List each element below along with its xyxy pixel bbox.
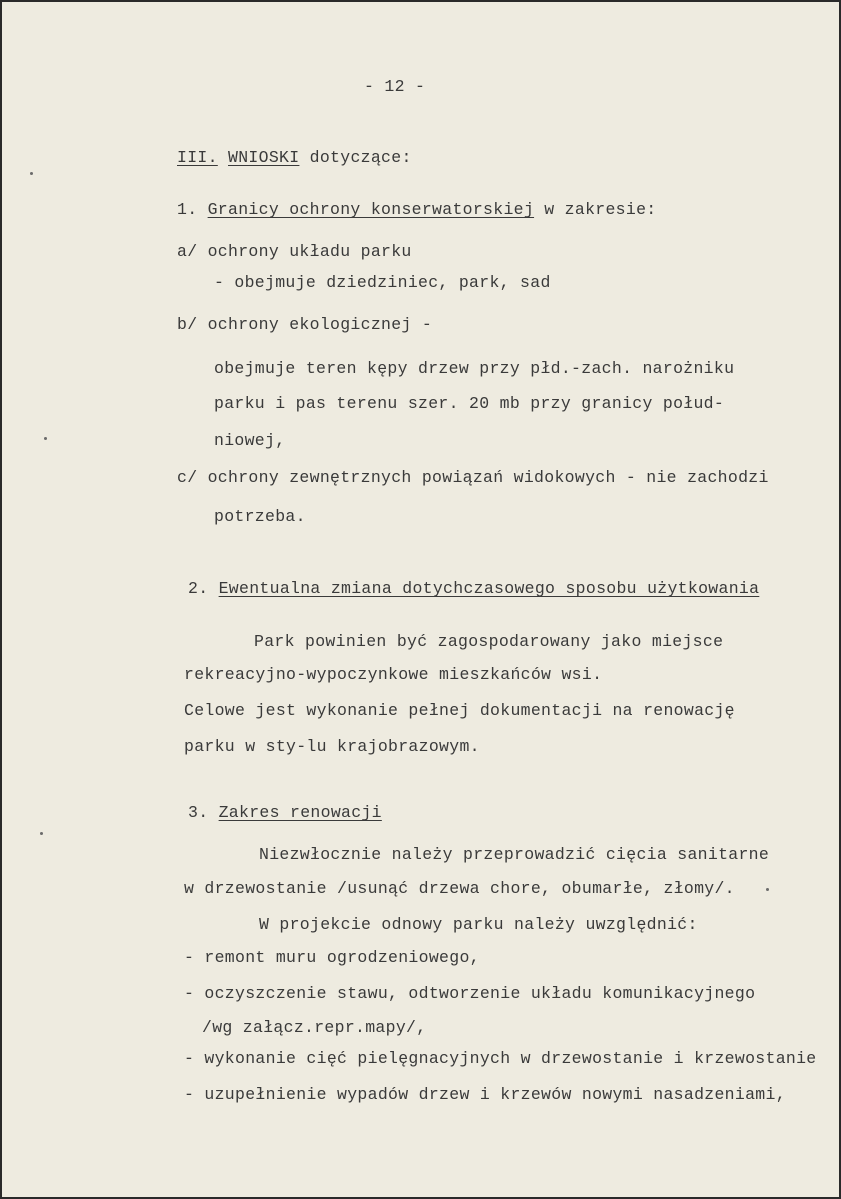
paper-speck [766, 888, 769, 891]
section3-title: Zakres renowacji [218, 803, 382, 822]
section3-line: W projekcie odnowy parku należy uwzględnić: [259, 915, 698, 934]
section1-item-a: a/ ochrony układu parku [177, 242, 412, 261]
section1-item-b-line: obejmuje teren kępy drzew przy płd.-zach. narożniku [214, 359, 735, 378]
section3-line: - remont muru ogrodzeniowego, [184, 948, 480, 967]
section3-line: - uzupełnienie wypadów drzew i krzewów nowymi nasadzeniami, [184, 1085, 786, 1104]
heading-rest: dotyczące: [309, 148, 412, 167]
section3-line: Niezwłocznie należy przeprowadzić cięcia sanitarne [259, 845, 770, 864]
section1-item-b: b/ ochrony ekologicznej - [177, 315, 433, 334]
section1-item-c-line: c/ ochrony zewnętrznych powiązań widokowych - nie zachodzi [177, 468, 769, 487]
heading-title: WNIOSKI [228, 148, 300, 167]
paper-speck [40, 832, 43, 835]
section3-line: /wg załącz.repr.mapy/, [202, 1018, 427, 1037]
section2-heading [188, 579, 759, 599]
section2-line: Celowe jest wykonanie pełnej dokumentacji na renowację [184, 701, 735, 720]
section-heading [177, 148, 412, 168]
section1-heading [177, 200, 656, 220]
paper-speck [44, 437, 47, 440]
section3-line: - oczyszczenie stawu, odtworzenie układu komunikacyjnego [184, 984, 756, 1003]
section1-number: 1. [177, 200, 198, 219]
section1-item-b-line: niowej, [214, 431, 286, 450]
section1-item-c-line: potrzeba. [214, 507, 306, 526]
section2-line: Park powinien być zagospodarowany jako miejsce [254, 632, 724, 651]
section1-item-b-line: parku i pas terenu szer. 20 mb przy granicy połud- [214, 394, 725, 413]
section1-rest: w zakresie: [544, 200, 657, 219]
paper-speck [30, 172, 33, 175]
heading-numeral: III. [177, 148, 218, 167]
section3-number: 3. [188, 803, 209, 822]
section3-line: - wykonanie cięć pielęgnacyjnych w drzewostanie i krzewostanie [184, 1049, 817, 1068]
section2-title: Ewentualna zmiana dotychczasowego sposobu użytkowania [218, 579, 760, 598]
section2-line: rekreacyjno-wypoczynkowe mieszkańców wsi. [184, 665, 603, 684]
page-number: - 12 - [364, 77, 426, 96]
section2-number: 2. [188, 579, 209, 598]
section2-line: parku w sty-lu krajobrazowym. [184, 737, 480, 756]
section1-title: Granicy ochrony konserwatorskiej [207, 200, 535, 219]
section3-heading [188, 803, 382, 823]
section1-item-a-detail: - obejmuje dziedziniec, park, sad [214, 273, 551, 292]
section3-line: w drzewostanie /usunąć drzewa chore, obumarłe, złomy/. [184, 879, 735, 898]
